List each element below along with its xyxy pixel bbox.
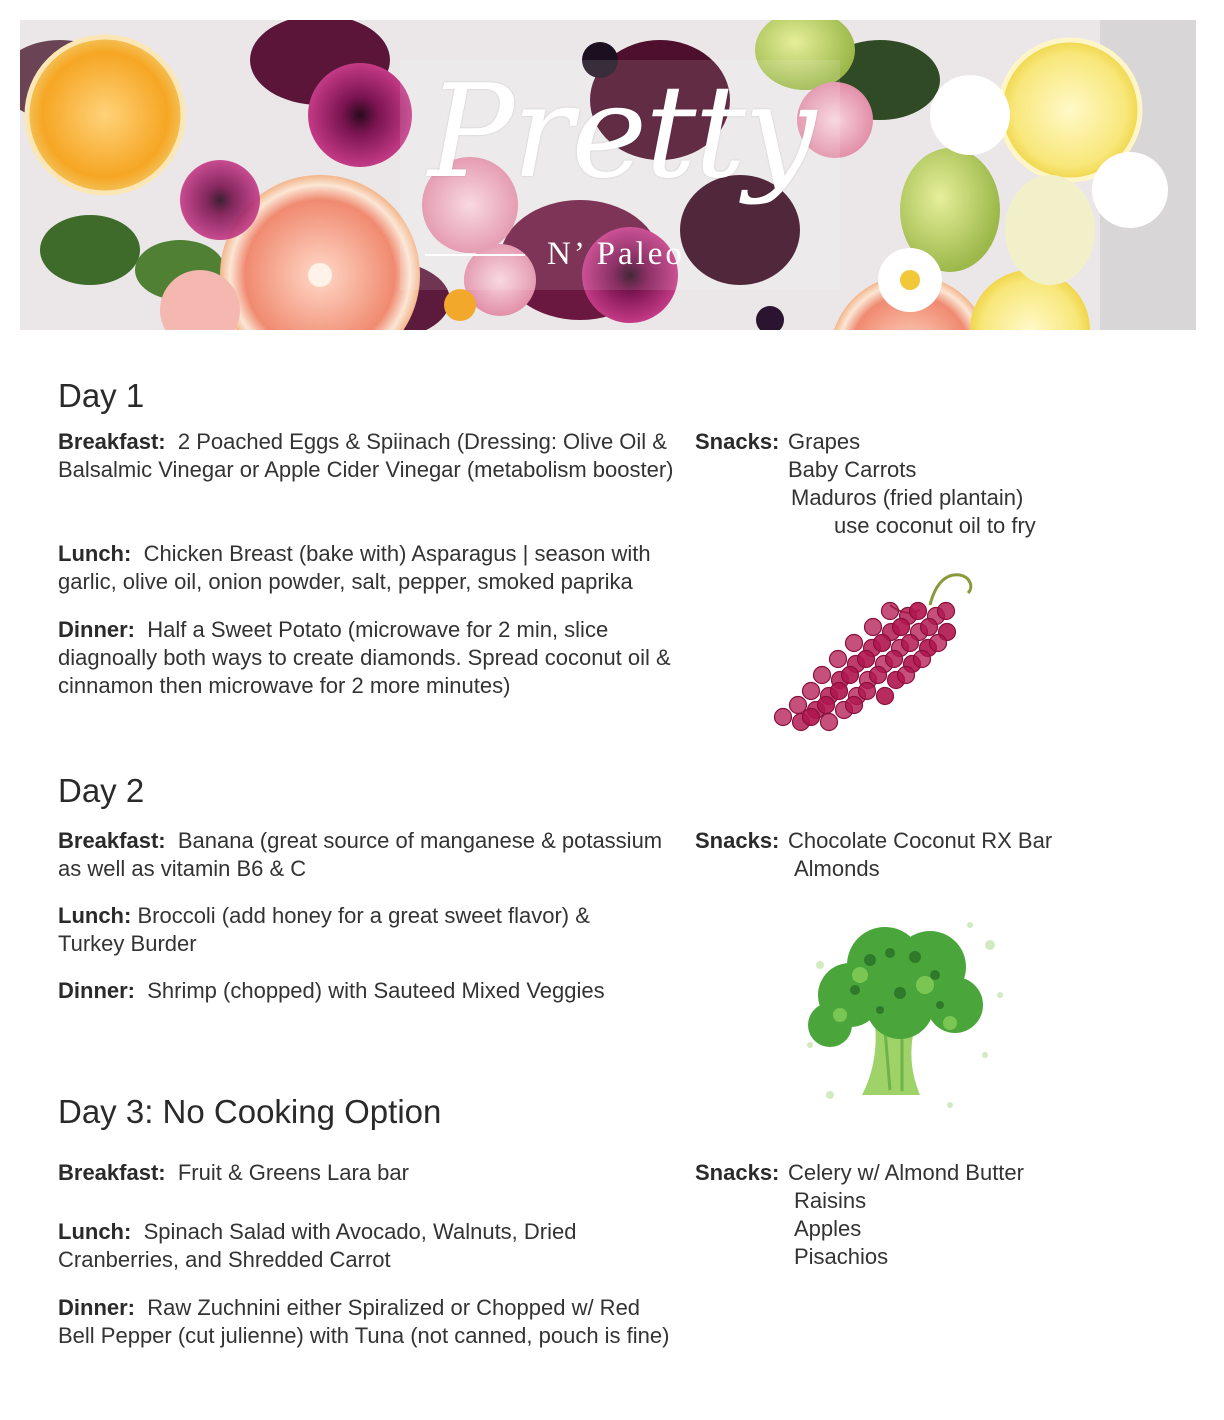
grape-berry bbox=[882, 603, 899, 620]
brand-subtitle-row bbox=[425, 234, 845, 274]
day-3-title: Day 3: No Cooking Option bbox=[58, 1093, 442, 1130]
snack-item: Celery w/ Almond Butter bbox=[788, 1160, 1024, 1185]
grape-berry bbox=[803, 683, 820, 700]
day-2-title: Day 2 bbox=[58, 772, 145, 809]
meal-label: Dinner: bbox=[58, 978, 135, 1003]
day-3-dinner bbox=[58, 1294, 678, 1350]
header-banner bbox=[20, 20, 1196, 330]
snack-item: Apples bbox=[794, 1216, 862, 1241]
brand-divider-line bbox=[425, 254, 525, 256]
snack-item: Almonds bbox=[794, 856, 880, 881]
day-1-snacks bbox=[695, 428, 1175, 548]
meal-text: 2 Poached Eggs & Spiinach (Dressing: Olive Oil & Balsalmic Vinegar or Apple Cider Vinegar (metabolism booster) bbox=[58, 429, 674, 482]
grape-berry bbox=[930, 635, 947, 652]
meal-label: Dinner: bbox=[58, 617, 135, 642]
grape-berry bbox=[886, 651, 903, 668]
snack-item: Chocolate Coconut RX Bar bbox=[788, 828, 1053, 853]
meal-text: Spinach Salad with Avocado, Walnuts, Dried Cranberries, and Shredded Carrot bbox=[58, 1219, 577, 1272]
grape-berry bbox=[898, 667, 915, 684]
day-2-dinner bbox=[58, 977, 678, 1005]
grape-berry bbox=[818, 697, 835, 714]
meal-label: Lunch: bbox=[58, 903, 132, 928]
meal-label: Lunch: bbox=[58, 1219, 132, 1244]
grape-berry bbox=[842, 667, 859, 684]
meal-text: Raw Zuchnini either Spiralized or Chopped w/ Red Bell Pepper (cut julienne) with Tuna (not canned, pouch is fine) bbox=[58, 1295, 670, 1348]
day-1-lunch bbox=[58, 540, 678, 596]
grape-berry bbox=[938, 603, 955, 620]
grape-berry bbox=[803, 709, 820, 726]
day-1-breakfast bbox=[58, 428, 678, 484]
meal-label: Dinner: bbox=[58, 1295, 135, 1320]
snacks-label: Snacks: bbox=[695, 429, 780, 454]
broccoli-illustration bbox=[790, 905, 1020, 1120]
grape-berry bbox=[775, 709, 792, 726]
day-3-snacks bbox=[695, 1159, 1175, 1279]
grape-berry bbox=[858, 651, 875, 668]
day-2-breakfast bbox=[58, 827, 678, 883]
snack-item: Pisachios bbox=[794, 1244, 889, 1269]
grape-berry bbox=[921, 619, 938, 636]
meal-label: Breakfast: bbox=[58, 828, 166, 853]
grape-berry bbox=[831, 683, 848, 700]
meal-text: Banana (great source of manganese & potassium as well as vitamin B6 & C bbox=[58, 828, 663, 881]
grape-berry bbox=[814, 667, 831, 684]
meal-label: Breakfast: bbox=[58, 1160, 166, 1185]
day-1-dinner bbox=[58, 616, 678, 700]
snack-item: Baby Carrots bbox=[788, 457, 917, 482]
day-3-lunch bbox=[58, 1218, 638, 1274]
meal-text: Half a Sweet Potato (microwave for 2 min, slice diagnoally both ways to create diamonds. Spread coconut oil & cinnamon then microwave for 2 more minutes) bbox=[58, 617, 671, 698]
snacks-label: Snacks: bbox=[695, 1160, 780, 1185]
day-2-snacks bbox=[695, 827, 1175, 887]
grape-berry bbox=[821, 714, 838, 731]
day-3-breakfast bbox=[58, 1159, 678, 1187]
day-2-lunch bbox=[58, 902, 638, 958]
meal-text: Shrimp (chopped) with Sauteed Mixed Veggies bbox=[147, 978, 605, 1003]
grape-berry bbox=[870, 667, 887, 684]
grape-berry bbox=[910, 603, 927, 620]
snack-item: Maduros (fried plantain) bbox=[791, 485, 1024, 510]
meal-text: Fruit & Greens Lara bar bbox=[177, 1160, 409, 1185]
grape-berry bbox=[846, 697, 863, 714]
brand-subtitle: N’ Paleo bbox=[547, 236, 685, 272]
grape-berry bbox=[859, 683, 876, 700]
snack-item: Raisins bbox=[794, 1188, 867, 1213]
brand-title-script: Pretty bbox=[428, 58, 815, 207]
grape-berry bbox=[830, 651, 847, 668]
grape-berry bbox=[846, 635, 863, 652]
grape-berry bbox=[893, 619, 910, 636]
grapes-illustration bbox=[770, 565, 990, 740]
meal-text: Chicken Breast (bake with) Asparagus | season with garlic, olive oil, onion powder, salt, pepper, smoked paprika bbox=[58, 541, 651, 594]
grape-berry bbox=[790, 697, 807, 714]
snack-note: use coconut oil to fry bbox=[834, 513, 1036, 538]
grape-berry bbox=[902, 635, 919, 652]
grape-berry bbox=[874, 635, 891, 652]
grape-berry bbox=[877, 688, 894, 705]
day-1-title: Day 1 bbox=[58, 377, 145, 414]
grape-berry bbox=[865, 619, 882, 636]
meal-label: Lunch: bbox=[58, 541, 132, 566]
snacks-label: Snacks: bbox=[695, 828, 780, 853]
meal-text: Broccoli (add honey for a great sweet flavor) & Turkey Burder bbox=[58, 903, 590, 956]
meal-label: Breakfast: bbox=[58, 429, 166, 454]
snack-item: Grapes bbox=[788, 429, 861, 454]
grape-berry bbox=[914, 651, 931, 668]
